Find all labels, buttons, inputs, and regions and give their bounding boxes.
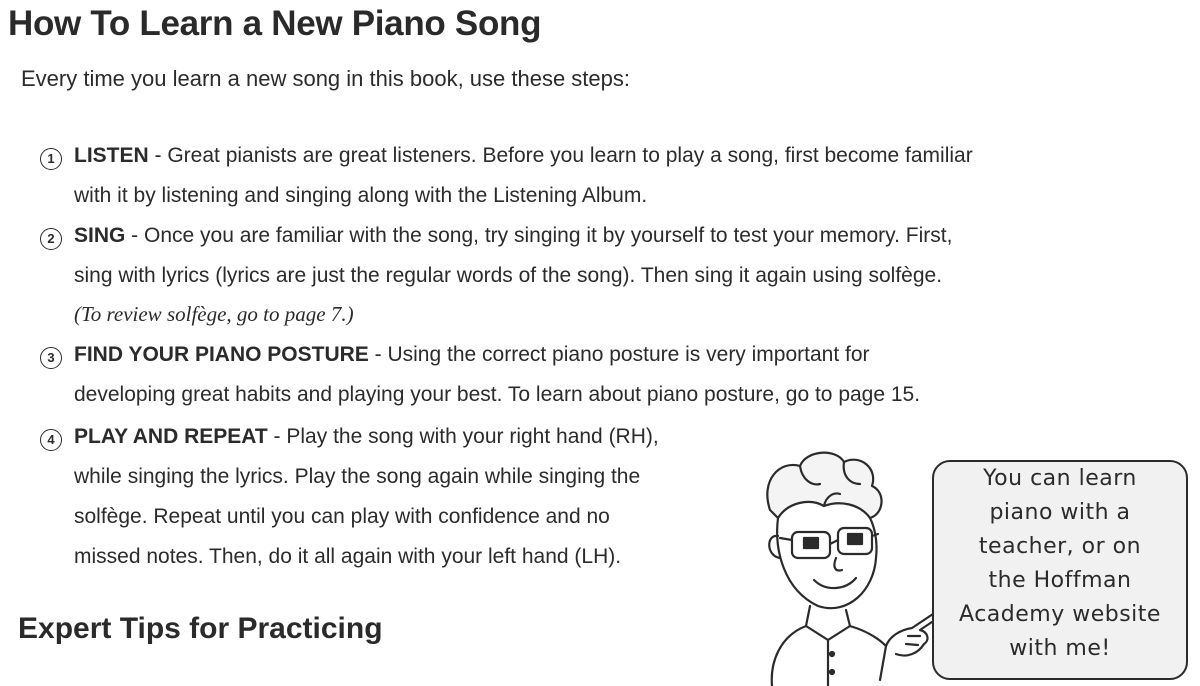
step-number-icon: 1: [40, 148, 62, 170]
step-text: - Great pianists are great listeners. Before you learn to play a song, first become familiar: [148, 144, 973, 167]
step-heading: FIND YOUR PIANO POSTURE: [74, 343, 369, 366]
step-text: - Once you are familiar with the song, try singing it by yourself to test your memory. First,: [125, 224, 953, 247]
section-heading: Expert Tips for Practicing: [18, 612, 383, 645]
step-number-icon: 2: [40, 228, 62, 250]
speech-bubble-text: You can learn piano with a teacher, or on the Hoffman Academy website with me!: [959, 466, 1161, 661]
page-title: How To Learn a New Piano Song: [8, 4, 542, 43]
step-number-icon: 4: [40, 429, 62, 451]
step-note: (To review solfège, go to page 7.): [74, 302, 354, 326]
step-text: with it by listening and singing along with the Listening Album.: [74, 184, 648, 207]
step-text: missed notes. Then, do it all again with your left hand (LH).: [74, 545, 622, 568]
intro-text: Every time you learn a new song in this book, use these steps:: [21, 66, 630, 91]
step-text: solfège. Repeat until you can play with confidence and no: [74, 505, 610, 528]
step-heading: PLAY AND REPEAT: [74, 425, 268, 448]
step-text: - Play the song with your right hand (RH),: [267, 425, 659, 448]
step-text: developing great habits and playing your best. To learn about piano posture, go to page 15.: [74, 383, 921, 406]
step-heading: LISTEN: [74, 144, 149, 167]
cartoon-teacher-illustration: [740, 440, 940, 686]
step-text: - Using the correct piano posture is very important for: [368, 343, 870, 366]
step-text: while singing the lyrics. Play the song again while singing the: [74, 465, 641, 488]
step-text: sing with lyrics (lyrics are just the regular words of the song). Then sing it again using solfège.: [74, 264, 943, 287]
step-number-icon: 3: [40, 347, 62, 369]
step-heading: SING: [74, 224, 126, 247]
